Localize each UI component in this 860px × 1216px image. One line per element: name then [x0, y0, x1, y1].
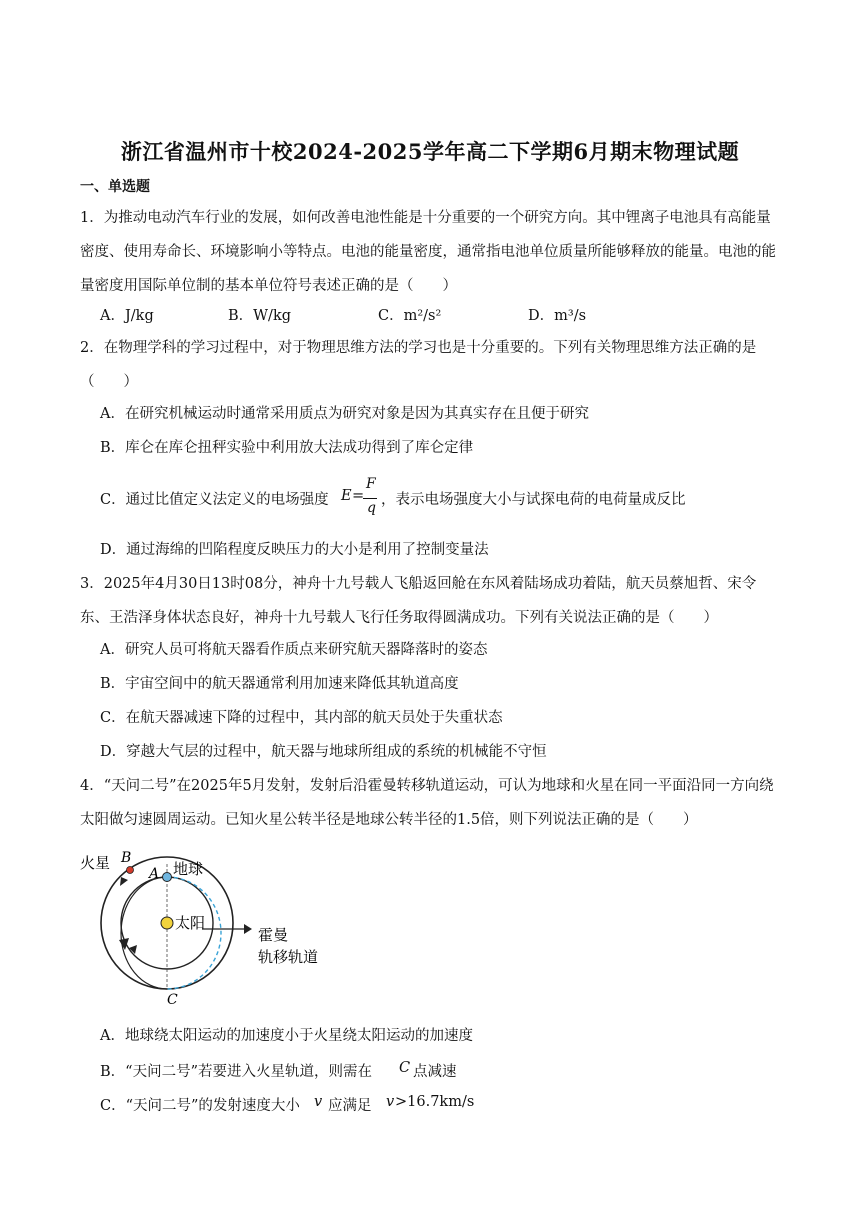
- q2-option-c-text: C．通过比值定义法定义的电场强度: [100, 492, 329, 508]
- q2-option-c-text-end: ，表示电场强度大小与试探电荷的电荷量成反比: [381, 492, 686, 508]
- q2-option-b: B．库仑在库仑扭秤实验中利用放大法成功得到了库仑定律: [100, 440, 474, 456]
- q2-stem: 2．在物理学科的学习过程中，对于物理思维方法的学习也是十分重要的。下列有关物理思维方法正确的是（ ）: [80, 340, 757, 390]
- q2-option-a: A．在研究机械运动时通常采用质点为研究对象是因为其真实存在且便于研究: [100, 406, 589, 422]
- q4-option-b-text-end: 点减速: [413, 1064, 457, 1080]
- mars-label: 火星: [80, 854, 111, 872]
- sun-icon: [161, 917, 173, 929]
- section-heading: 一、单选题: [80, 179, 150, 195]
- q3-option-b: B．宇宙空间中的航天器通常利用加速来降低其轨道高度: [100, 676, 459, 692]
- q2-option-c: [100, 478, 800, 522]
- q4-option-c-text-mid: 应满足: [328, 1098, 372, 1114]
- point-a-label: A: [149, 866, 160, 882]
- q1-option-c: C．m²/s²: [378, 308, 442, 324]
- q4-option-c: [100, 1094, 700, 1114]
- q1-option-b: B．W/kg: [228, 308, 292, 324]
- formula-numerator: F: [366, 476, 376, 492]
- q4-option-c-text-end: >16.7km/s: [395, 1094, 475, 1110]
- q4-stem: 4．“天问二号”在2025年5月发射，发射后沿霍曼转移轨道运动，可认为地球和火星在同一平面沿同一方向绕太阳做匀速圆周运动。已知火星公转半径是地球公转半径的1.5倍，则下列说法正确的是（ ）: [80, 778, 774, 828]
- point-c-label: C: [167, 992, 178, 1008]
- q4-option-c-var: v: [314, 1094, 323, 1110]
- earth-icon: [163, 873, 172, 882]
- orbit-label-line2: 轨移轨道: [258, 948, 319, 966]
- q3-option-a: A．研究人员可将航天器看作质点来研究航天器降落时的姿态: [100, 642, 488, 658]
- earth-label: 地球: [173, 860, 204, 878]
- q3-option-d: D．穿越大气层的过程中，航天器与地球所组成的系统的机械能不守恒: [100, 744, 547, 760]
- point-b-label: B: [121, 850, 132, 866]
- q4-option-b-text: B．“天问二号”若要进入火星轨道，则需在: [100, 1064, 372, 1080]
- q4-option-b-var: C: [399, 1060, 411, 1076]
- formula-e: E: [341, 488, 352, 504]
- label-pointer-arrow-icon: [244, 924, 252, 934]
- q3-option-c: C．在航天器减速下降的过程中，其内部的航天员处于失重状态: [100, 710, 503, 726]
- orbit-label-line1: 霍曼: [258, 926, 289, 944]
- sun-label: 太阳: [175, 914, 206, 932]
- mars-orbit-arrow-icon: [120, 877, 128, 886]
- formula-denominator: q: [367, 500, 376, 516]
- q4-option-c-var2: v: [386, 1094, 395, 1110]
- formula-equals: =: [352, 488, 365, 504]
- q4-option-b: [100, 1060, 700, 1080]
- transfer-orbit-solid: [121, 877, 167, 989]
- q1-stem: 1．为推动电动汽车行业的发展，如何改善电池性能是十分重要的一个研究方向。其中锂离子电池具有高能量密度、使用寿命长、环境影响小等特点。电池的能量密度，通常指电池单位质量所能够释放的能量。电池的能量密度用国际单位制的基本单位符号表述正确的是（ ）: [80, 210, 776, 294]
- q4-option-c-text: C．“天问二号”的发射速度大小: [100, 1098, 300, 1114]
- q4-option-a: A．地球绕太阳运动的加速度小于火星绕太阳运动的加速度: [100, 1028, 473, 1044]
- fraction-bar: [363, 498, 377, 499]
- mars-icon: [127, 867, 134, 874]
- page-title: 浙江省温州市十校2024-2025学年高二下学期6月期末物理试题: [120, 139, 740, 164]
- transfer-orbit-dashed: [167, 877, 221, 989]
- hohmann-orbit-diagram: [76, 844, 346, 1014]
- transfer-arrow-icon: [119, 938, 129, 950]
- q2-option-d: D．通过海绵的凹陷程度反映压力的大小是利用了控制变量法: [100, 542, 489, 558]
- q1-option-a: A．J/kg: [100, 308, 154, 324]
- q3-stem: 3．2025年4月30日13时08分，神舟十九号载人飞船返回舱在东风着陆场成功着陆，航天员蔡旭哲、宋令东、王浩泽身体状态良好，神舟十九号载人飞行任务取得圆满成功。下列有关说法正确的是（ ）: [80, 576, 757, 626]
- q1-option-d: D．m³/s: [528, 308, 587, 324]
